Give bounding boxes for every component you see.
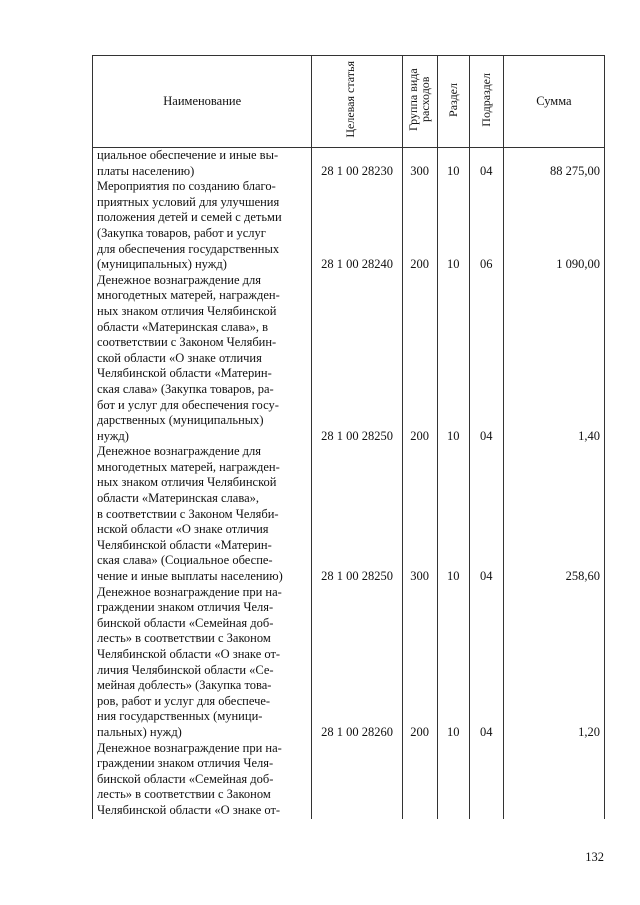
row-section: 10 [437, 444, 469, 584]
row-name-line: (Закупка товаров, работ и услуг [97, 225, 266, 240]
table-row [93, 148, 605, 180]
row-name-line: ния государственных (муници- [97, 709, 263, 724]
row-name-line: бинской области «Семейная доб- [97, 615, 274, 630]
row-name-line: Денежное вознаграждение для [97, 272, 261, 287]
header-subsection: Подраздел [469, 56, 503, 148]
row-name [93, 148, 312, 180]
row-name-line: для обеспечения государственных [97, 241, 280, 256]
row-name-line: лесть» в соответствии с Законом [97, 631, 271, 646]
row-subsection: 04 [469, 444, 503, 584]
row-name-line: Денежное вознаграждение для [97, 444, 261, 459]
row-name-line: ская слава» (Социальное обеспе- [97, 553, 273, 568]
row-name-line: Челябинской области «О знаке от- [97, 647, 281, 661]
row-name-line: соответствии с Законом Челябин- [97, 335, 277, 350]
table-row [93, 741, 605, 819]
row-name-line: мейная доблесть» (Закупка това- [97, 678, 272, 693]
row-name-line: ской области «О знаке отличия [97, 350, 262, 365]
row-subsection: 04 [469, 273, 503, 445]
row-name-line: личия Челябинской области «Се- [97, 662, 274, 677]
table-row [93, 179, 605, 273]
row-group [402, 741, 437, 819]
header-name: Наименование [93, 56, 312, 148]
row-group: 300 [402, 148, 437, 180]
row-name-line: нской области «О знаке отличия [97, 522, 269, 537]
row-sum: 1,40 [503, 273, 604, 445]
row-name [93, 741, 312, 819]
row-name-line: Денежное вознаграждение при на- [97, 740, 282, 755]
row-name-line: области «Материнская слава», [97, 491, 259, 506]
row-name-line: в соответствии с Законом Челяби- [97, 506, 279, 521]
row-name-line: Челябинской области «Материн- [97, 537, 272, 552]
row-name-line: многодетных матерей, награжден- [97, 459, 280, 474]
row-name-line: нужд) [97, 428, 129, 443]
row-name-line: дарственных (муниципальных) [97, 413, 264, 428]
row-name [93, 179, 312, 273]
row-name-line: лесть» в соответствии с Законом [97, 787, 271, 802]
table-row [93, 585, 605, 741]
row-name-line: граждении знаком отличия Челя- [97, 600, 274, 615]
row-name-line: пальных) нужд) [97, 724, 182, 739]
table-header-row [93, 56, 605, 148]
row-section: 10 [437, 179, 469, 273]
row-name-line: ных знаком отличия Челябинской [97, 303, 277, 318]
row-name-line: ская слава» (Закупка товаров, ра- [97, 381, 274, 396]
row-name-line: Челябинской области «Материн- [97, 366, 272, 381]
row-sum: 258,60 [503, 444, 604, 584]
row-subsection: 04 [469, 585, 503, 741]
row-section [437, 741, 469, 819]
row-name-line: области «Материнская слава», в [97, 319, 269, 334]
row-sum: 1,20 [503, 585, 604, 741]
row-subsection [469, 741, 503, 819]
header-section: Раздел [437, 56, 469, 148]
row-section: 10 [437, 148, 469, 180]
row-name-line: Денежное вознаграждение при на- [97, 584, 282, 599]
row-article: 28 1 00 28260 [312, 585, 402, 741]
row-article [312, 741, 402, 819]
row-name [93, 444, 312, 584]
row-subsection: 06 [469, 179, 503, 273]
row-group: 300 [402, 444, 437, 584]
row-group: 200 [402, 585, 437, 741]
row-group: 200 [402, 179, 437, 273]
row-sum: 1 090,00 [503, 179, 604, 273]
row-article: 28 1 00 28230 [312, 148, 402, 180]
row-name-line: положения детей и семей с детьми [97, 210, 282, 225]
table-row [93, 273, 605, 445]
row-name-line: бот и услуг для обеспечения госу- [97, 397, 279, 412]
row-sum [503, 741, 604, 819]
page-number: 132 [585, 850, 604, 864]
row-name [93, 273, 312, 445]
row-name-line: приятных условий для улучшения [97, 194, 280, 209]
row-sum: 88 275,00 [503, 148, 604, 180]
table-row [93, 444, 605, 584]
row-name-line: ров, работ и услуг для обеспече- [97, 693, 271, 708]
row-name-line: граждении знаком отличия Челя- [97, 756, 274, 771]
row-group: 200 [402, 273, 437, 445]
row-name-line: бинской области «Семейная доб- [97, 771, 274, 786]
row-name-line: многодетных матерей, награжден- [97, 288, 280, 303]
row-name-line: чение и иные выплаты населению) [97, 569, 283, 584]
row-subsection: 04 [469, 148, 503, 180]
row-name-line: Челябинской области «О знаке от- [97, 802, 281, 817]
row-section: 10 [437, 585, 469, 741]
row-name-line: Мероприятия по созданию благо- [97, 179, 276, 194]
row-name-line: (муниципальных) нужд) [97, 257, 227, 272]
row-article: 28 1 00 28250 [312, 444, 402, 584]
header-sum: Сумма [503, 56, 604, 148]
row-article: 28 1 00 28240 [312, 179, 402, 273]
header-article: Целевая статья [312, 56, 402, 148]
row-section: 10 [437, 273, 469, 445]
row-article: 28 1 00 28250 [312, 273, 402, 445]
header-group: Группа вида расходов [402, 56, 437, 148]
row-name [93, 585, 312, 741]
row-name-line: циальное обеспечение и иные вы- [97, 148, 279, 162]
row-name-line: ных знаком отличия Челябинской [97, 475, 277, 490]
row-name-line: платы населению) [97, 163, 195, 178]
budget-table [92, 55, 605, 819]
